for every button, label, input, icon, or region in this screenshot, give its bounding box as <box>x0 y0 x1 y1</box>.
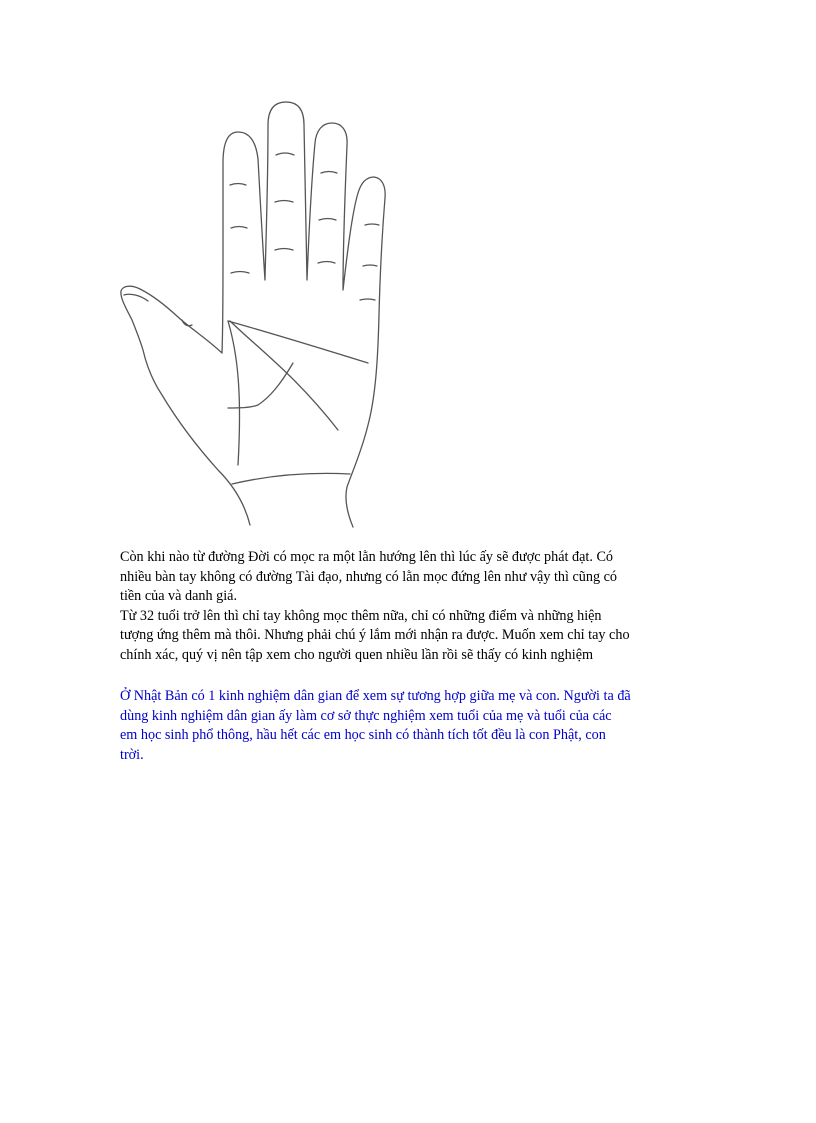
paragraph-line: em học sinh phổ thông, hầu hết các em học sinh có thành tích tốt đều là con Phật, con <box>120 727 606 743</box>
heart-line <box>228 321 368 363</box>
hand-outline <box>121 102 385 527</box>
paragraph-line: dùng kinh nghiệm dân gian ấy làm cơ sở thực nghiệm xem tuổi của mẹ và tuổi của các <box>120 707 612 724</box>
life-line <box>228 321 240 465</box>
paragraph-line: Còn khi nào từ đường Đời có mọc ra một lằn hướng lên thì lúc ấy sẽ được phát đạt. Có <box>120 549 614 565</box>
paragraph-line: chính xác, quý vị nên tập xem cho người quen nhiều lần rồi sẽ thấy có kinh nghiệm <box>120 646 594 663</box>
paragraph-line: nhiều bàn tay không có đường Tài đạo, nhưng có lằn mọc đứng lên như vậy thì cũng có <box>120 568 618 585</box>
blue-paragraph <box>120 687 700 765</box>
paragraph-line: Ở Nhật Bản có 1 kinh nghiệm dân gian để xem sự tương hợp giữa mẹ và con. Người ta đã <box>120 688 631 704</box>
paragraph-line: Từ 32 tuổi trở lên thì chỉ tay không mọc thêm nữa, chỉ có những điểm và những hiện <box>120 607 602 624</box>
paragraph-line: tượng ứng thêm mà thôi. Nhưng phải chú ý lắm mới nhận ra được. Muốn xem chỉ tay cho <box>120 627 630 643</box>
paragraph-line: tiền của và danh giá. <box>120 588 237 604</box>
wrist-crease <box>232 473 350 484</box>
body-paragraph <box>120 548 700 665</box>
palm-lines-hand-drawing-icon <box>110 95 400 535</box>
paragraph-line: trời. <box>120 746 144 763</box>
